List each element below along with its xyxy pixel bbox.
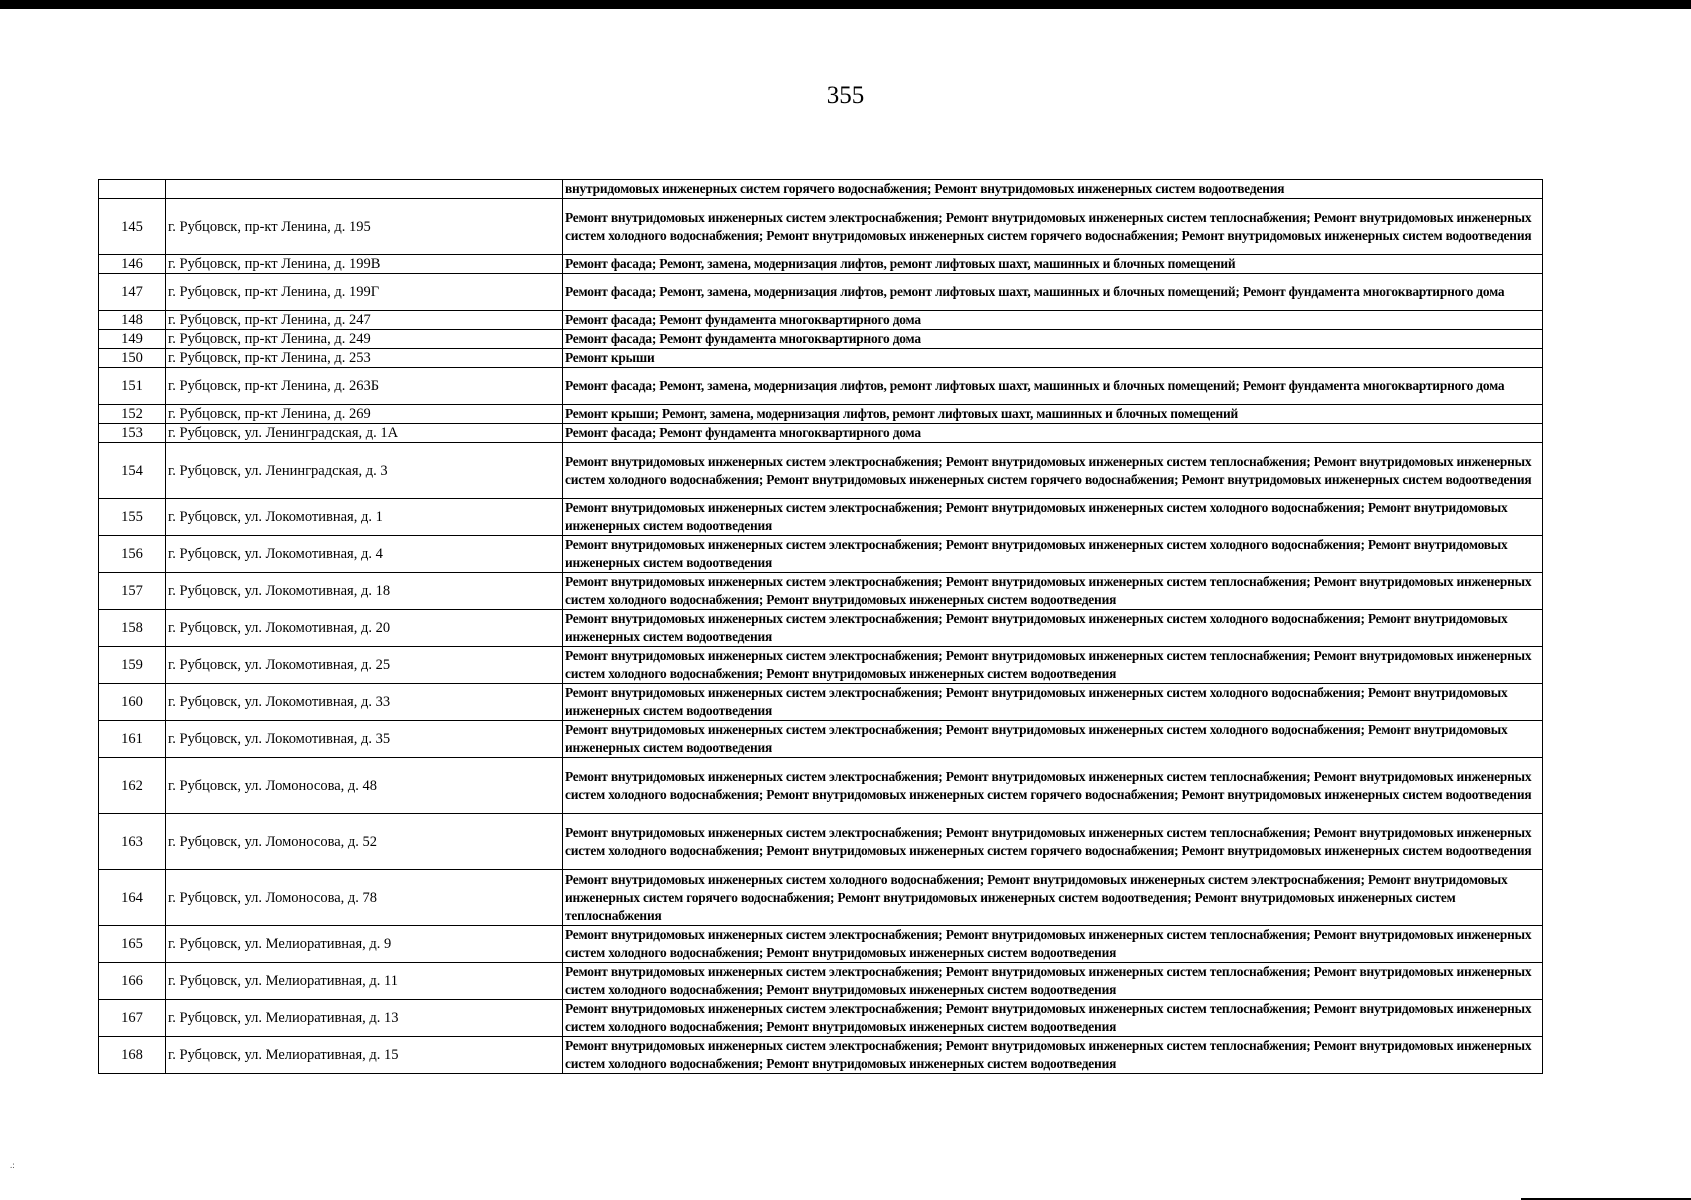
table-row [99,199,1543,255]
row-works: Ремонт фасада; Ремонт фундамента многоквартирного дома [563,330,1543,349]
row-works: Ремонт внутридомовых инженерных систем электроснабжения; Ремонт внутридомовых инженерных систем теплоснабжения; Ремонт внутридомовых инженерных систем холодного водоснабжения; Ремонт внутридомовых инженерных систем горячего водоснабжения; Ремонт внутридомовых инженерных систем водоотведения [563,199,1543,255]
table-row [99,424,1543,443]
row-works: Ремонт крыши [563,349,1543,368]
row-address: г. Рубцовск, пр-кт Ленина, д. 269 [166,405,563,424]
row-works: Ремонт внутридомовых инженерных систем электроснабжения; Ремонт внутридомовых инженерных систем теплоснабжения; Ремонт внутридомовых инженерных систем холодного водоснабжения; Ремонт внутридомовых инженерных систем водоотведения [563,926,1543,963]
table-row [99,330,1543,349]
row-address: г. Рубцовск, ул. Мелиоративная, д. 9 [166,926,563,963]
table-row [99,499,1543,536]
row-works: Ремонт внутридомовых инженерных систем электроснабжения; Ремонт внутридомовых инженерных систем холодного водоснабжения; Ремонт внутридомовых инженерных систем водоотведения [563,721,1543,758]
table-row [99,758,1543,814]
row-works: Ремонт внутридомовых инженерных систем электроснабжения; Ремонт внутридомовых инженерных систем холодного водоснабжения; Ремонт внутридомовых инженерных систем водоотведения [563,499,1543,536]
row-works: Ремонт внутридомовых инженерных систем электроснабжения; Ремонт внутридомовых инженерных систем холодного водоснабжения; Ремонт внутридомовых инженерных систем водоотведения [563,684,1543,721]
table-row [99,721,1543,758]
row-works: Ремонт внутридомовых инженерных систем электроснабжения; Ремонт внутридомовых инженерных систем теплоснабжения; Ремонт внутридомовых инженерных систем холодного водоснабжения; Ремонт внутридомовых инженерных систем водоотведения [563,1000,1543,1037]
row-address: г. Рубцовск, ул. Локомотивная, д. 25 [166,647,563,684]
row-number: 164 [99,870,166,926]
row-works: Ремонт фасада; Ремонт фундамента многоквартирного дома [563,424,1543,443]
row-number: 156 [99,536,166,573]
table-row [99,536,1543,573]
row-number: 154 [99,443,166,499]
page-number: 355 [826,82,865,109]
row-number: 163 [99,814,166,870]
row-works: Ремонт внутридомовых инженерных систем электроснабжения; Ремонт внутридомовых инженерных систем холодного водоснабжения; Ремонт внутридомовых инженерных систем водоотведения [563,536,1543,573]
row-works: Ремонт внутридомовых инженерных систем электроснабжения; Ремонт внутридомовых инженерных систем теплоснабжения; Ремонт внутридомовых инженерных систем холодного водоснабжения; Ремонт внутридомовых инженерных систем горячего водоснабжения; Ремонт внутридомовых инженерных систем водоотведения [563,443,1543,499]
row-works: Ремонт фасада; Ремонт, замена, модернизация лифтов, ремонт лифтовых шахт, машинных и блочных помещений; Ремонт фундамента многоквартирного дома [563,368,1543,405]
row-works: Ремонт внутридомовых инженерных систем электроснабжения; Ремонт внутридомовых инженерных систем теплоснабжения; Ремонт внутридомовых инженерных систем холодного водоснабжения; Ремонт внутридомовых инженерных систем горячего водоснабжения; Ремонт внутридомовых инженерных систем водоотведения [563,814,1543,870]
table-row [99,963,1543,1000]
row-address: г. Рубцовск, пр-кт Ленина, д. 199В [166,255,563,274]
row-works: Ремонт крыши; Ремонт, замена, модернизация лифтов, ремонт лифтовых шахт, машинных и блочных помещений [563,405,1543,424]
row-number: 167 [99,1000,166,1037]
row-number: 149 [99,330,166,349]
row-address: г. Рубцовск, ул. Ломоносова, д. 52 [166,814,563,870]
row-works: Ремонт внутридомовых инженерных систем электроснабжения; Ремонт внутридомовых инженерных систем теплоснабжения; Ремонт внутридомовых инженерных систем холодного водоснабжения; Ремонт внутридомовых инженерных систем водоотведения [563,647,1543,684]
row-works: Ремонт фасада; Ремонт, замена, модернизация лифтов, ремонт лифтовых шахт, машинных и блочных помещений [563,255,1543,274]
row-works: Ремонт внутридомовых инженерных систем холодного водоснабжения; Ремонт внутридомовых инженерных систем электроснабжения; Ремонт внутридомовых инженерных систем горячего водоснабжения; Ремонт внутридомовых инженерных систем водоотведения; Ремонт внутридомовых инженерных систем теплоснабжения [563,870,1543,926]
row-number: 152 [99,405,166,424]
row-number: 153 [99,424,166,443]
row-address: г. Рубцовск, пр-кт Ленина, д. 199Г [166,274,563,311]
row-address: г. Рубцовск, ул. Локомотивная, д. 20 [166,610,563,647]
row-address [166,180,563,199]
scan-top-border [0,0,1691,9]
row-works: Ремонт фасада; Ремонт фундамента многоквартирного дома [563,311,1543,330]
table-row [99,684,1543,721]
row-works: внутридомовых инженерных систем горячего водоснабжения; Ремонт внутридомовых инженерных систем водоотведения [563,180,1543,199]
row-number: 166 [99,963,166,1000]
row-number: 157 [99,573,166,610]
row-address: г. Рубцовск, ул. Мелиоративная, д. 11 [166,963,563,1000]
table-row [99,311,1543,330]
row-address: г. Рубцовск, ул. Мелиоративная, д. 15 [166,1037,563,1074]
row-address: г. Рубцовск, ул. Локомотивная, д. 33 [166,684,563,721]
table-row [99,368,1543,405]
table-row [99,1000,1543,1037]
row-number: 150 [99,349,166,368]
row-works: Ремонт внутридомовых инженерных систем электроснабжения; Ремонт внутридомовых инженерных систем теплоснабжения; Ремонт внутридомовых инженерных систем холодного водоснабжения; Ремонт внутридомовых инженерных систем водоотведения [563,1037,1543,1074]
row-address: г. Рубцовск, ул. Ломоносова, д. 48 [166,758,563,814]
table-row [99,647,1543,684]
table-row [99,814,1543,870]
row-number: 161 [99,721,166,758]
repair-works-table [98,179,1543,1074]
row-number: 147 [99,274,166,311]
table-row [99,349,1543,368]
table-row [99,405,1543,424]
row-number: 159 [99,647,166,684]
row-works: Ремонт внутридомовых инженерных систем электроснабжения; Ремонт внутридомовых инженерных систем теплоснабжения; Ремонт внутридомовых инженерных систем холодного водоснабжения; Ремонт внутридомовых инженерных систем водоотведения [563,573,1543,610]
row-number: 146 [99,255,166,274]
table-row [99,870,1543,926]
row-address: г. Рубцовск, пр-кт Ленина, д. 247 [166,311,563,330]
table-row [99,180,1543,199]
row-address: г. Рубцовск, ул. Ломоносова, д. 78 [166,870,563,926]
table-row [99,255,1543,274]
row-address: г. Рубцовск, ул. Локомотивная, д. 1 [166,499,563,536]
row-address: г. Рубцовск, пр-кт Ленина, д. 263Б [166,368,563,405]
table-row [99,610,1543,647]
row-number: 168 [99,1037,166,1074]
row-address: г. Рубцовск, пр-кт Ленина, д. 249 [166,330,563,349]
row-number: 148 [99,311,166,330]
row-number: 158 [99,610,166,647]
row-address: г. Рубцовск, ул. Локомотивная, д. 18 [166,573,563,610]
row-address: г. Рубцовск, ул. Локомотивная, д. 35 [166,721,563,758]
row-address: г. Рубцовск, пр-кт Ленина, д. 253 [166,349,563,368]
row-address: г. Рубцовск, ул. Локомотивная, д. 4 [166,536,563,573]
table-row [99,926,1543,963]
row-address: г. Рубцовск, ул. Ленинградская, д. 3 [166,443,563,499]
row-number [99,180,166,199]
table-row [99,573,1543,610]
row-address: г. Рубцовск, ул. Ленинградская, д. 1А [166,424,563,443]
row-address: г. Рубцовск, пр-кт Ленина, д. 195 [166,199,563,255]
table-row [99,443,1543,499]
row-number: 151 [99,368,166,405]
row-address: г. Рубцовск, ул. Мелиоративная, д. 13 [166,1000,563,1037]
row-works: Ремонт внутридомовых инженерных систем электроснабжения; Ремонт внутридомовых инженерных систем теплоснабжения; Ремонт внутридомовых инженерных систем холодного водоснабжения; Ремонт внутридомовых инженерных систем горячего водоснабжения; Ремонт внутридомовых инженерных систем водоотведения [563,758,1543,814]
row-works: Ремонт внутридомовых инженерных систем электроснабжения; Ремонт внутридомовых инженерных систем теплоснабжения; Ремонт внутридомовых инженерных систем холодного водоснабжения; Ремонт внутридомовых инженерных систем водоотведения [563,963,1543,1000]
row-number: 162 [99,758,166,814]
scan-speck: .: [10,1160,15,1170]
row-number: 145 [99,199,166,255]
row-works: Ремонт внутридомовых инженерных систем электроснабжения; Ремонт внутридомовых инженерных систем холодного водоснабжения; Ремонт внутридомовых инженерных систем водоотведения [563,610,1543,647]
row-number: 160 [99,684,166,721]
table-body [99,180,1543,1074]
row-number: 165 [99,926,166,963]
row-works: Ремонт фасада; Ремонт, замена, модернизация лифтов, ремонт лифтовых шахт, машинных и блочных помещений; Ремонт фундамента многоквартирного дома [563,274,1543,311]
table-row [99,274,1543,311]
table-row [99,1037,1543,1074]
row-number: 155 [99,499,166,536]
